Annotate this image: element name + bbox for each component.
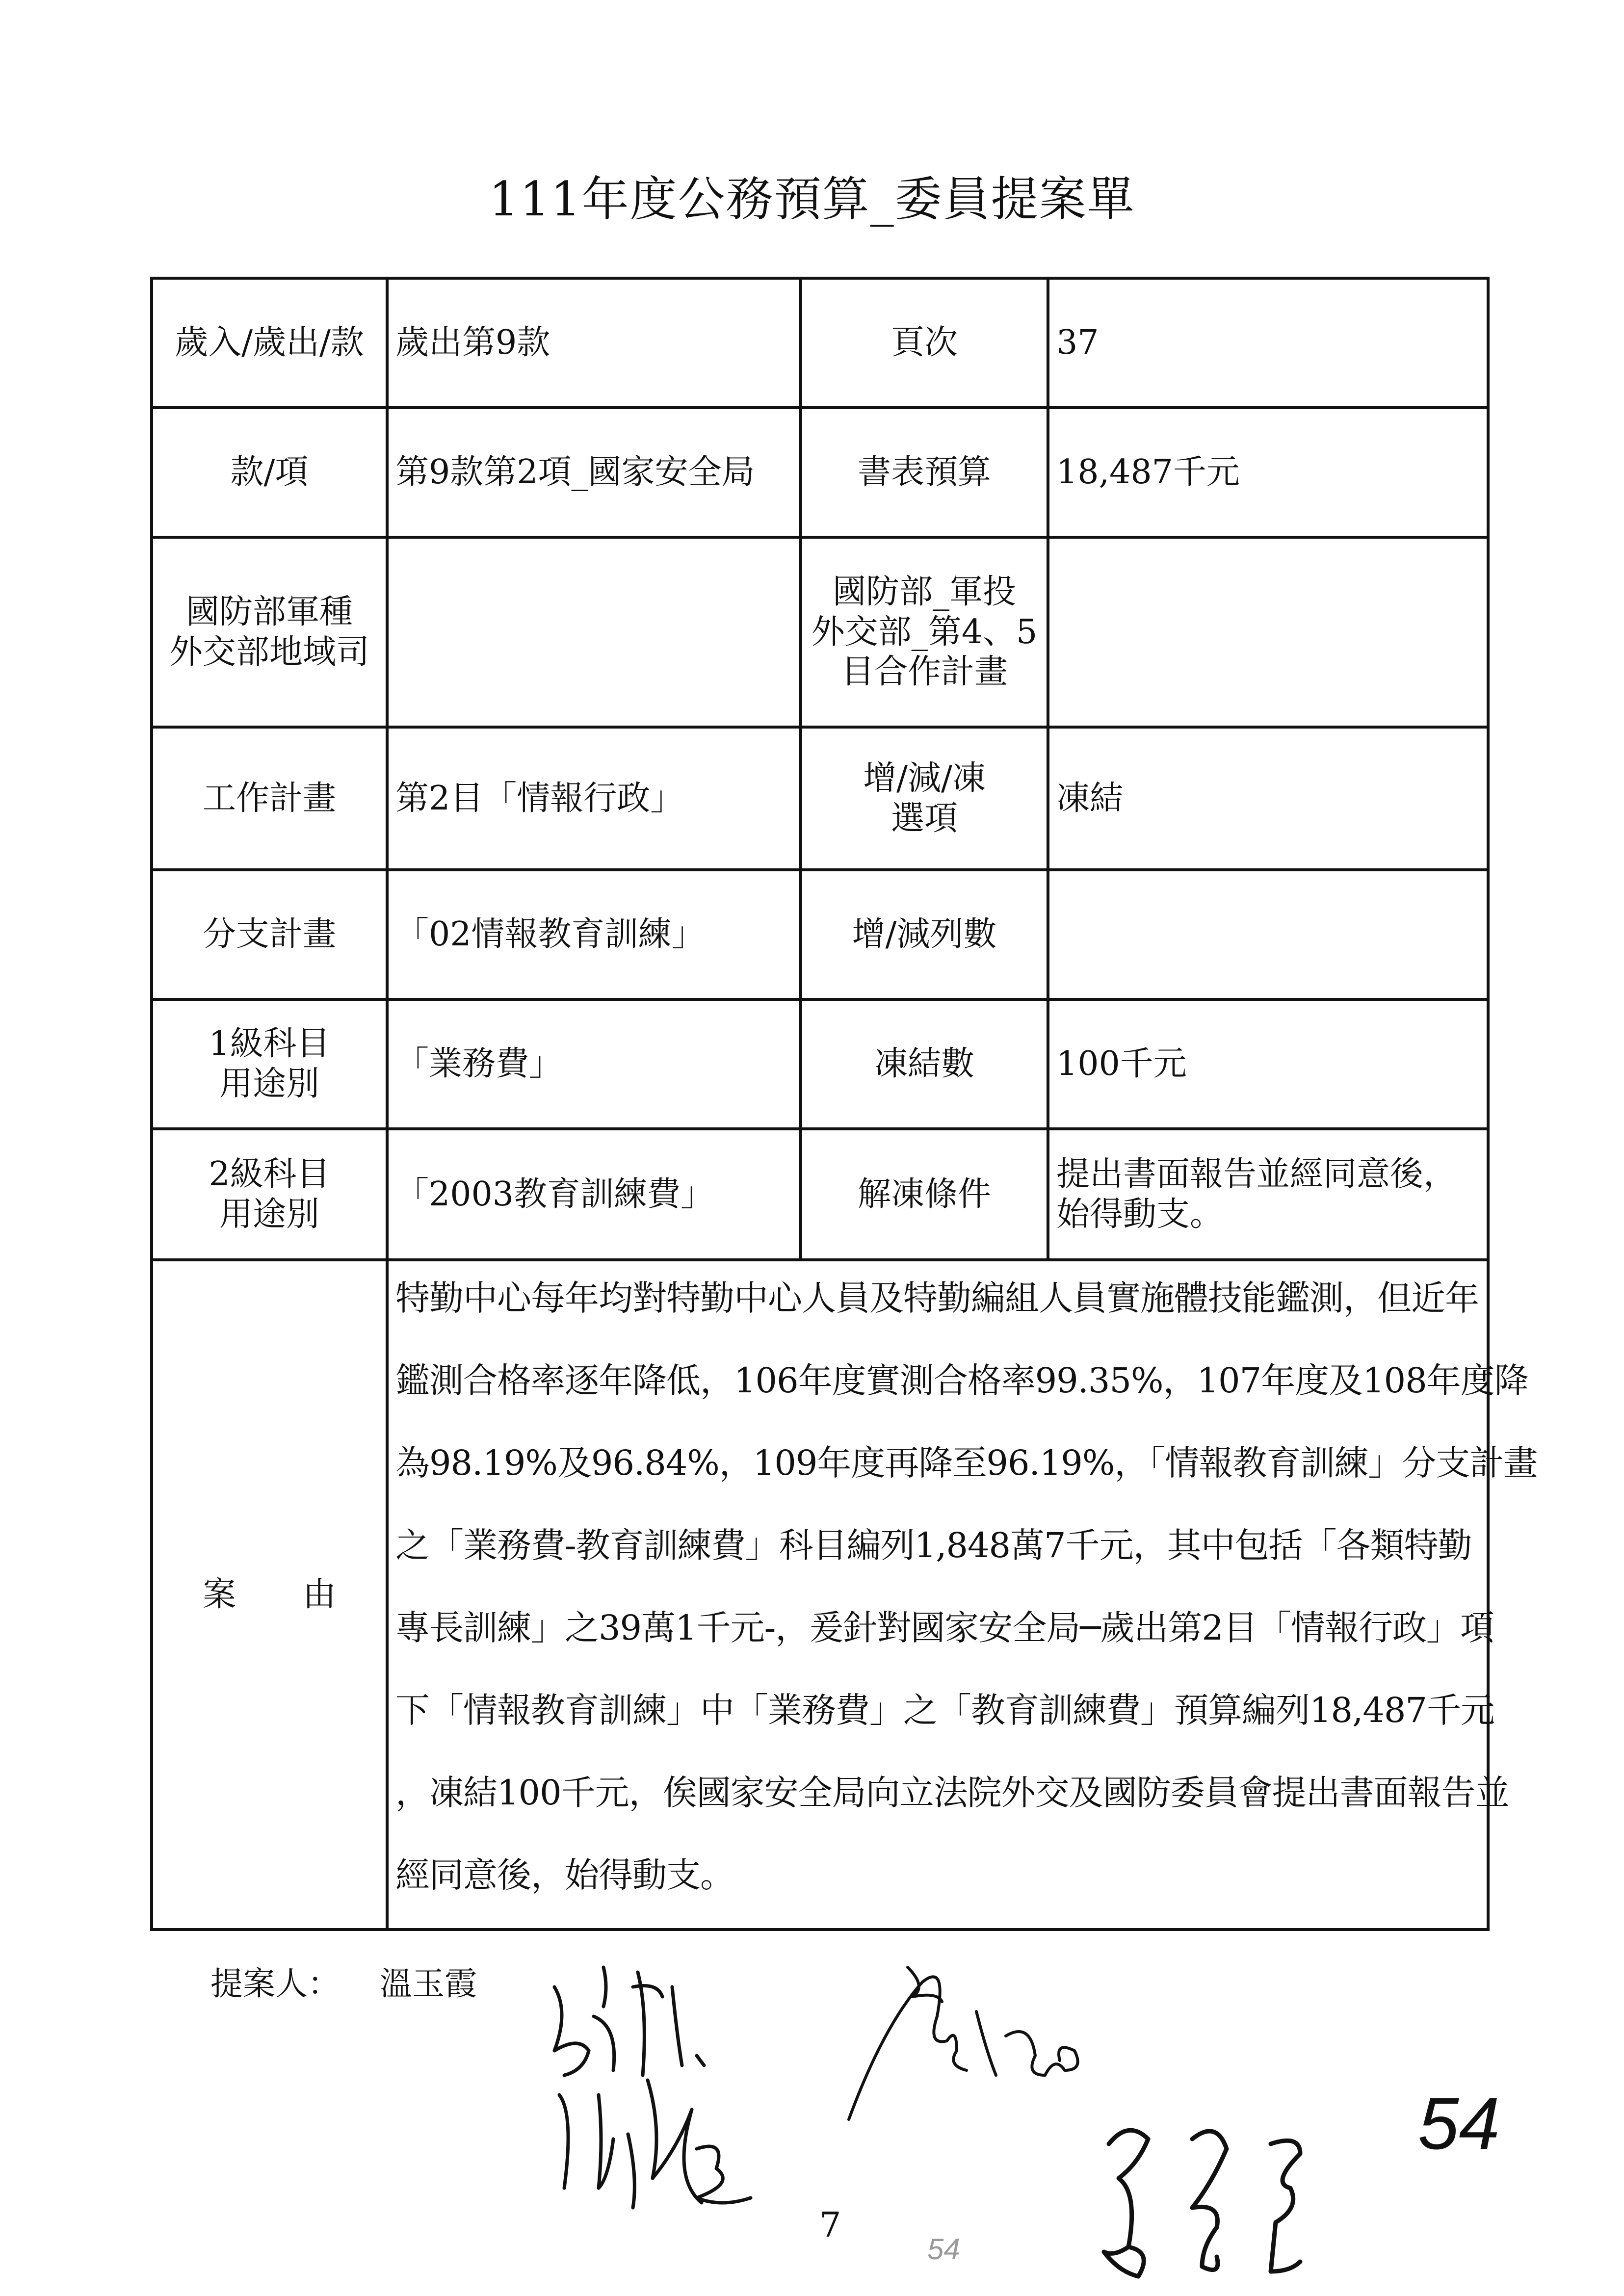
row-value <box>387 537 801 727</box>
signature-3 <box>559 2080 751 2208</box>
reason-label: 案 由 <box>152 1260 387 1930</box>
row-value: 第9款第2項_國家安全局 <box>387 408 801 537</box>
row-label: 書表預算 <box>801 408 1048 537</box>
signature-1 <box>554 1967 704 2075</box>
row-value: 18,487千元 <box>1048 408 1488 537</box>
signature-4 <box>1104 2130 1300 2276</box>
row-label: 國防部軍種 外交部地域司 <box>152 537 387 727</box>
table-row <box>152 727 1488 870</box>
row-label: 款/項 <box>152 408 387 537</box>
proposer-label: 提案人： <box>210 1965 340 2003</box>
row-value: 37 <box>1048 278 1488 408</box>
document-title: 111年度公務預算_委員提案單 <box>489 172 1135 227</box>
proposer-name: 溫玉霞 <box>380 1965 477 2003</box>
row-value: 凍結 <box>1048 727 1488 870</box>
proposal-table <box>150 277 1538 1931</box>
row-label: 2級科目 用途別 <box>152 1129 387 1260</box>
handwritten-count: 54 <box>1418 2082 1500 2165</box>
row-value: 100千元 <box>1048 999 1488 1129</box>
table-row <box>152 537 1488 727</box>
table-row <box>152 870 1488 999</box>
row-label: 分支計畫 <box>152 870 387 999</box>
reason-row <box>152 1260 1488 1930</box>
reason-line: 為98.19%及96.84%，109年度再降至96.19%，「情報教育訓練」分支計畫 <box>395 1443 1538 1483</box>
reason-line: 鑑測合格率逐年降低，106年度實測合格率99.35%，107年度及108年度降 <box>395 1360 1528 1401</box>
row-label: 國防部_軍投 外交部_第4、5 目合作計畫 <box>801 537 1048 727</box>
row-value <box>1048 870 1488 999</box>
row-value: 「業務費」 <box>387 999 801 1129</box>
signature-2 <box>849 1967 1078 2119</box>
row-value: 歲出第9款 <box>387 278 801 408</box>
reason-line: 特勤中心每年均對特勤中心人員及特勤編組人員實施體技能鑑測，但近年 <box>395 1278 1479 1318</box>
row-label: 工作計畫 <box>152 727 387 870</box>
reason-line: 專長訓練」之39萬1千元-，爰針對國家安全局─歲出第2目「情報行政」項 <box>395 1608 1494 1648</box>
table-row <box>152 1129 1488 1260</box>
row-label: 凍結數 <box>801 999 1048 1129</box>
row-value <box>1048 537 1488 727</box>
row-label: 1級科目 用途別 <box>152 999 387 1129</box>
reason-text <box>395 1261 1538 1921</box>
handwritten-small-number: 54 <box>927 2233 960 2266</box>
page-number: 7 <box>819 2205 841 2245</box>
row-value: 提出書面報告並經同意後， 始得動支。 <box>1048 1129 1488 1260</box>
reason-line: ，凍結100千元，俟國家安全局向立法院外交及國防委員會提出書面報告並 <box>395 1773 1509 1813</box>
table-row <box>152 999 1488 1129</box>
table-row <box>152 408 1488 537</box>
handwritten-signatures <box>0 1913 1624 2296</box>
row-value: 「2003教育訓練費」 <box>387 1129 801 1260</box>
row-value: 「02情報教育訓練」 <box>387 870 801 999</box>
reason-line: 經同意後，始得動支。 <box>395 1855 734 1895</box>
row-label: 頁次 <box>801 278 1048 408</box>
reason-line: 下「情報教育訓練」中「業務費」之「教育訓練費」預算編列18,487千元 <box>395 1690 1494 1730</box>
row-label: 歲入/歲出/款 <box>152 278 387 408</box>
row-label: 解凍條件 <box>801 1129 1048 1260</box>
row-value: 第2目「情報行政」 <box>387 727 801 870</box>
reason-line: 之「業務費-教育訓練費」科目編列1,848萬7千元，其中包括「各類特勤 <box>395 1525 1472 1565</box>
row-label: 增/減列數 <box>801 870 1048 999</box>
table-row <box>152 278 1488 408</box>
row-label: 增/減/凍 選項 <box>801 727 1048 870</box>
